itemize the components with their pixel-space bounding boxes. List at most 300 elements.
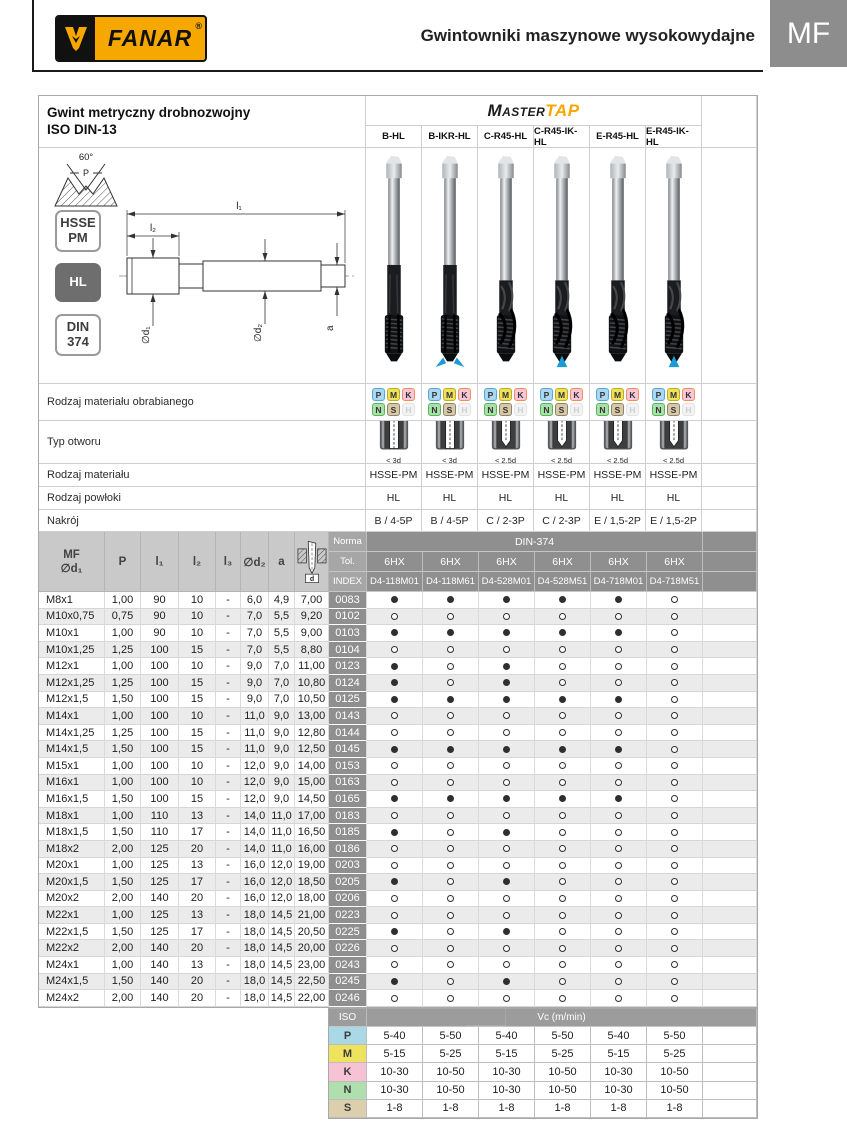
product-table [38, 95, 758, 1008]
availability-cell [591, 841, 647, 858]
availability-cell [479, 609, 535, 626]
availability-cell [423, 758, 479, 775]
availability-cell [591, 692, 647, 709]
open-dot-icon [503, 613, 510, 620]
open-dot-icon [447, 895, 454, 902]
availability-cell [591, 874, 647, 891]
mastertap-logo [366, 96, 702, 126]
table-row [39, 957, 757, 974]
l3-cell: - [216, 791, 241, 808]
material-value: HSSE-PM [366, 464, 422, 487]
availability-cell [647, 924, 703, 941]
availability-cell [591, 741, 647, 758]
tap-image-c-r45-ik-hl [535, 148, 589, 384]
availability-cell [535, 940, 591, 957]
material-chip-m: M [443, 388, 456, 401]
size-cell: M10x1,25 [39, 642, 105, 659]
index-badge: 0246 [329, 990, 367, 1007]
d-cell: 18,50 [295, 874, 329, 891]
blind-hole-icon [659, 421, 689, 455]
header-rule-vertical [32, 0, 34, 71]
material-value: HSSE-PM [590, 464, 646, 487]
open-dot-icon [671, 945, 678, 952]
index-code: D4-528M01 [479, 572, 535, 592]
material-row-label: Rodzaj materiału [39, 464, 366, 487]
norma-value: DIN-374 [367, 532, 703, 552]
open-dot-icon [559, 895, 566, 902]
size-cell: M14x1 [39, 708, 105, 725]
empty-cell [702, 384, 757, 421]
p-cell: 1,00 [105, 858, 141, 875]
d2-cell: 11,0 [241, 725, 269, 742]
l3-cell: - [216, 725, 241, 742]
availability-cell [591, 609, 647, 626]
availability-cell [535, 625, 591, 642]
empty-cell [703, 907, 757, 924]
empty-cell [703, 858, 757, 875]
open-dot-icon [615, 845, 622, 852]
chamfer-value: E / 1,5-2P [590, 510, 646, 532]
filled-dot-icon [391, 663, 398, 670]
availability-cell [535, 874, 591, 891]
l3-cell: - [216, 708, 241, 725]
index-code: D4-118M61 [423, 572, 479, 592]
material-chips [652, 388, 695, 416]
din-374-badge [55, 314, 101, 356]
availability-cell [535, 658, 591, 675]
vc-value-cell: 5-25 [423, 1045, 479, 1063]
index-badge: 0104 [329, 642, 367, 659]
size-cell: M20x2 [39, 891, 105, 908]
availability-cell [479, 808, 535, 825]
col-header-text: MF [63, 548, 80, 561]
a-cell: 7,0 [269, 692, 295, 709]
open-dot-icon [503, 779, 510, 786]
hole-type-row [39, 421, 757, 464]
l3-cell: - [216, 609, 241, 626]
material-chip-h: H [682, 403, 695, 416]
filled-dot-icon [503, 663, 510, 670]
availability-cell [367, 609, 423, 626]
table-row [39, 990, 757, 1007]
availability-cell [535, 725, 591, 742]
iso-header-label: ISO [329, 1009, 367, 1027]
tap-image-e-r45-ik-hl [647, 148, 701, 384]
brand-and-names [366, 96, 702, 148]
d-cell: 17,00 [295, 808, 329, 825]
vc-value-cell: 10-30 [479, 1063, 535, 1081]
open-dot-icon [671, 779, 678, 786]
d2-cell: 16,0 [241, 874, 269, 891]
badge-text: HSSE [60, 215, 96, 230]
col-header-p: P [105, 532, 141, 592]
availability-cell [591, 924, 647, 941]
index-badge: 0153 [329, 758, 367, 775]
svg-text:60°: 60° [78, 152, 94, 163]
p-cell: 1,00 [105, 758, 141, 775]
material-chip-m: M [555, 388, 568, 401]
filled-dot-icon [391, 679, 398, 686]
index-badge: 0103 [329, 625, 367, 642]
availability-cell [591, 642, 647, 659]
badge-text: DIN [66, 319, 90, 334]
empty-cell [703, 609, 757, 626]
open-dot-icon [503, 712, 510, 719]
filled-dot-icon [391, 795, 398, 802]
tap-image-c-r45-hl [479, 148, 533, 384]
material-chip-h: H [514, 403, 527, 416]
vc-value-cell: 10-30 [479, 1082, 535, 1100]
cutting-speed-row [329, 1045, 757, 1063]
open-dot-icon [671, 795, 678, 802]
d2-cell: 12,0 [241, 758, 269, 775]
hole-type-cell [422, 421, 478, 464]
l3-cell: - [216, 642, 241, 659]
filled-dot-icon [391, 596, 398, 603]
vc-value-cell: 5-15 [591, 1045, 647, 1063]
availability-cell [647, 940, 703, 957]
availability-cell [535, 891, 591, 908]
fanar-wordmark: FANAR [107, 25, 193, 51]
table-row [39, 741, 757, 758]
filled-dot-icon [447, 596, 454, 603]
open-dot-icon [559, 862, 566, 869]
availability-cell [591, 708, 647, 725]
filled-dot-icon [615, 629, 622, 636]
iso-group-cell: M [329, 1045, 367, 1063]
material-chip-p: P [372, 388, 385, 401]
availability-cell [479, 957, 535, 974]
empty-cell [703, 874, 757, 891]
size-cell: M18x1,5 [39, 824, 105, 841]
availability-cell [367, 708, 423, 725]
table-row [39, 625, 757, 642]
open-dot-icon [615, 762, 622, 769]
availability-cell [367, 990, 423, 1007]
open-dot-icon [671, 961, 678, 968]
d-cell: 22,50 [295, 974, 329, 991]
table-row [39, 775, 757, 792]
open-dot-icon [671, 729, 678, 736]
workpiece-row-label: Rodzaj materiału obrabianego [39, 384, 366, 421]
open-dot-icon [503, 862, 510, 869]
l3-cell: - [216, 675, 241, 692]
material-chip-s: S [387, 403, 400, 416]
d2-cell: 9,0 [241, 675, 269, 692]
table-row [39, 824, 757, 841]
hsse-pm-badge [55, 210, 101, 252]
material-chip-row [372, 403, 415, 416]
availability-cell [647, 974, 703, 991]
empty-cell [703, 658, 757, 675]
open-dot-icon [671, 928, 678, 935]
p-cell: 2,00 [105, 841, 141, 858]
d-cell: 15,00 [295, 775, 329, 792]
chamfer-value: E / 1,5-2P [646, 510, 702, 532]
material-chip-h: H [458, 403, 471, 416]
open-dot-icon [503, 845, 510, 852]
index-badge: 0186 [329, 841, 367, 858]
open-dot-icon [447, 912, 454, 919]
availability-cell [535, 841, 591, 858]
l1-cell: 100 [141, 775, 179, 792]
availability-cell [647, 841, 703, 858]
vc-value-cell: 10-30 [367, 1063, 423, 1081]
p-cell: 1,50 [105, 791, 141, 808]
p-cell: 2,00 [105, 990, 141, 1007]
size-cell: M18x1 [39, 808, 105, 825]
material-chip-group [478, 384, 534, 421]
empty-cell [702, 510, 757, 532]
open-dot-icon [671, 845, 678, 852]
p-cell: 1,00 [105, 957, 141, 974]
l3-cell: - [216, 974, 241, 991]
d2-cell: 7,0 [241, 609, 269, 626]
availability-cell [591, 758, 647, 775]
empty-cell [703, 775, 757, 792]
open-dot-icon [671, 712, 678, 719]
d2-cell: 16,0 [241, 891, 269, 908]
material-chip-row [484, 388, 527, 401]
open-dot-icon [671, 696, 678, 703]
a-cell: 9,0 [269, 708, 295, 725]
l1-cell: 125 [141, 874, 179, 891]
index-badge: 0143 [329, 708, 367, 725]
material-chip-group [590, 384, 646, 421]
a-cell: 11,0 [269, 841, 295, 858]
open-dot-icon [615, 613, 622, 620]
open-dot-icon [391, 646, 398, 653]
d-cell: 18,00 [295, 891, 329, 908]
d2-cell: 12,0 [241, 791, 269, 808]
p-cell: 1,25 [105, 642, 141, 659]
l2-cell: 10 [179, 609, 216, 626]
material-chips [596, 388, 639, 416]
filled-dot-icon [503, 629, 510, 636]
size-cell: M24x1,5 [39, 974, 105, 991]
availability-cell [423, 990, 479, 1007]
filled-dot-icon [503, 696, 510, 703]
product-column-label: C-R45-IK-HL [534, 126, 590, 148]
availability-cell [423, 708, 479, 725]
l3-cell: - [216, 841, 241, 858]
a-cell: 12,0 [269, 858, 295, 875]
l2-cell: 15 [179, 741, 216, 758]
vc-value-cell: 5-40 [479, 1027, 535, 1045]
availability-cell [591, 775, 647, 792]
index-badge: 0206 [329, 891, 367, 908]
filled-dot-icon [391, 696, 398, 703]
d2-cell: 18,0 [241, 990, 269, 1007]
vc-value-cell: 5-40 [591, 1027, 647, 1045]
material-chip-m: M [387, 388, 400, 401]
availability-cell [535, 791, 591, 808]
l2-cell: 13 [179, 858, 216, 875]
hole-type-caption: < 3d [386, 456, 401, 464]
size-cell: M8x1 [39, 592, 105, 609]
d-cell: 14,00 [295, 758, 329, 775]
chamfer-row-label: Nakrój [39, 510, 366, 532]
material-chip-row [596, 388, 639, 401]
material-chip-p: P [484, 388, 497, 401]
availability-cell [591, 592, 647, 609]
hole-type-row-label: Typ otworu [39, 421, 366, 464]
product-heading-line1: Gwint metryczny drobnozwojny [47, 104, 251, 120]
open-dot-icon [559, 961, 566, 968]
filled-dot-icon [559, 596, 566, 603]
through-hole-icon [435, 421, 465, 455]
availability-cell [647, 957, 703, 974]
d-cell: 12,80 [295, 725, 329, 742]
availability-cell [367, 891, 423, 908]
index-badge: 0083 [329, 592, 367, 609]
l1-cell: 125 [141, 907, 179, 924]
d-cell: 20,00 [295, 940, 329, 957]
index-badge: 0145 [329, 741, 367, 758]
open-dot-icon [615, 779, 622, 786]
open-dot-icon [559, 878, 566, 885]
coating-value: HL [590, 487, 646, 510]
coating-value: HL [478, 487, 534, 510]
availability-cell [535, 642, 591, 659]
a-cell: 14,5 [269, 907, 295, 924]
l3-cell: - [216, 824, 241, 841]
table-row [39, 974, 757, 991]
availability-cell [367, 625, 423, 642]
empty-cell [703, 1082, 757, 1100]
availability-cell [591, 974, 647, 991]
open-dot-icon [503, 646, 510, 653]
availability-cell [367, 924, 423, 941]
material-chip-k: K [514, 388, 527, 401]
vc-value-cell: 10-50 [535, 1082, 591, 1100]
open-dot-icon [671, 912, 678, 919]
availability-cell [423, 609, 479, 626]
blind-hole-icon [491, 421, 521, 455]
availability-cell [423, 791, 479, 808]
material-chip-n: N [428, 403, 441, 416]
vc-value-cell: 1-8 [367, 1100, 423, 1118]
availability-cell [423, 957, 479, 974]
cutting-speed-row [329, 1082, 757, 1100]
l2-cell: 20 [179, 940, 216, 957]
availability-cell [423, 974, 479, 991]
a-cell: 7,0 [269, 675, 295, 692]
open-dot-icon [615, 712, 622, 719]
d-cell: 11,00 [295, 658, 329, 675]
availability-cell [423, 725, 479, 742]
size-cell: M20x1,5 [39, 874, 105, 891]
a-cell: 14,5 [269, 957, 295, 974]
l1-cell: 140 [141, 974, 179, 991]
open-dot-icon [391, 895, 398, 902]
empty-cell [703, 990, 757, 1007]
vc-value-cell: 1-8 [423, 1100, 479, 1118]
availability-cell [647, 692, 703, 709]
open-dot-icon [559, 928, 566, 935]
open-dot-icon [503, 961, 510, 968]
hole-type-cell [590, 421, 646, 464]
open-dot-icon [447, 779, 454, 786]
size-cell: M12x1,5 [39, 692, 105, 709]
material-value: HSSE-PM [534, 464, 590, 487]
open-dot-icon [615, 895, 622, 902]
l2-cell: 17 [179, 824, 216, 841]
open-dot-icon [447, 862, 454, 869]
l2-cell: 13 [179, 808, 216, 825]
material-chip-h: H [402, 403, 415, 416]
vc-value-cell: 5-50 [647, 1027, 703, 1045]
iso-group-cell: P [329, 1027, 367, 1045]
availability-cell [535, 907, 591, 924]
d-cell: 7,00 [295, 592, 329, 609]
col-header-text: ∅d₁ [60, 562, 83, 575]
vc-value-cell: 5-50 [535, 1027, 591, 1045]
open-dot-icon [615, 812, 622, 819]
open-dot-icon [559, 679, 566, 686]
filled-dot-icon [503, 679, 510, 686]
availability-cell [647, 775, 703, 792]
open-dot-icon [671, 978, 678, 985]
svg-text:P: P [82, 168, 90, 178]
d-cell: 14,50 [295, 791, 329, 808]
availability-cell [479, 974, 535, 991]
open-dot-icon [391, 945, 398, 952]
filled-dot-icon [391, 829, 398, 836]
availability-cell [423, 858, 479, 875]
table-row [39, 841, 757, 858]
open-dot-icon [391, 845, 398, 852]
material-chip-row [428, 388, 471, 401]
svg-text:∅d₂: ∅d₂ [253, 323, 264, 342]
material-chip-s: S [443, 403, 456, 416]
brand-master: Master [487, 100, 546, 120]
empty-cell [703, 891, 757, 908]
l2-cell: 20 [179, 891, 216, 908]
availability-cell [423, 642, 479, 659]
p-cell: 1,00 [105, 907, 141, 924]
empty-cell [703, 1063, 757, 1081]
vc-value-cell: 10-50 [647, 1063, 703, 1081]
d2-cell: 11,0 [241, 708, 269, 725]
a-cell: 9,0 [269, 758, 295, 775]
open-dot-icon [615, 829, 622, 836]
empty-cell [703, 808, 757, 825]
tolerance-value: 6HX [423, 552, 479, 572]
availability-cell [591, 907, 647, 924]
empty-cell [703, 1045, 757, 1063]
open-dot-icon [447, 812, 454, 819]
l3-cell: - [216, 957, 241, 974]
availability-cell [647, 824, 703, 841]
filled-dot-icon [503, 928, 510, 935]
size-cell: M22x1 [39, 907, 105, 924]
filled-dot-icon [391, 629, 398, 636]
material-chip-group [366, 384, 422, 421]
product-column-label: B-HL [366, 126, 422, 148]
availability-cell [367, 907, 423, 924]
chamfer-value: B / 4-5P [366, 510, 422, 532]
availability-cell [479, 725, 535, 742]
empty-cell [703, 974, 757, 991]
open-dot-icon [559, 712, 566, 719]
open-dot-icon [503, 895, 510, 902]
filled-dot-icon [447, 696, 454, 703]
d-cell: 12,50 [295, 741, 329, 758]
tap-image-b-hl [367, 148, 421, 384]
l2-cell: 20 [179, 974, 216, 991]
thread-profile-icon [53, 150, 119, 208]
